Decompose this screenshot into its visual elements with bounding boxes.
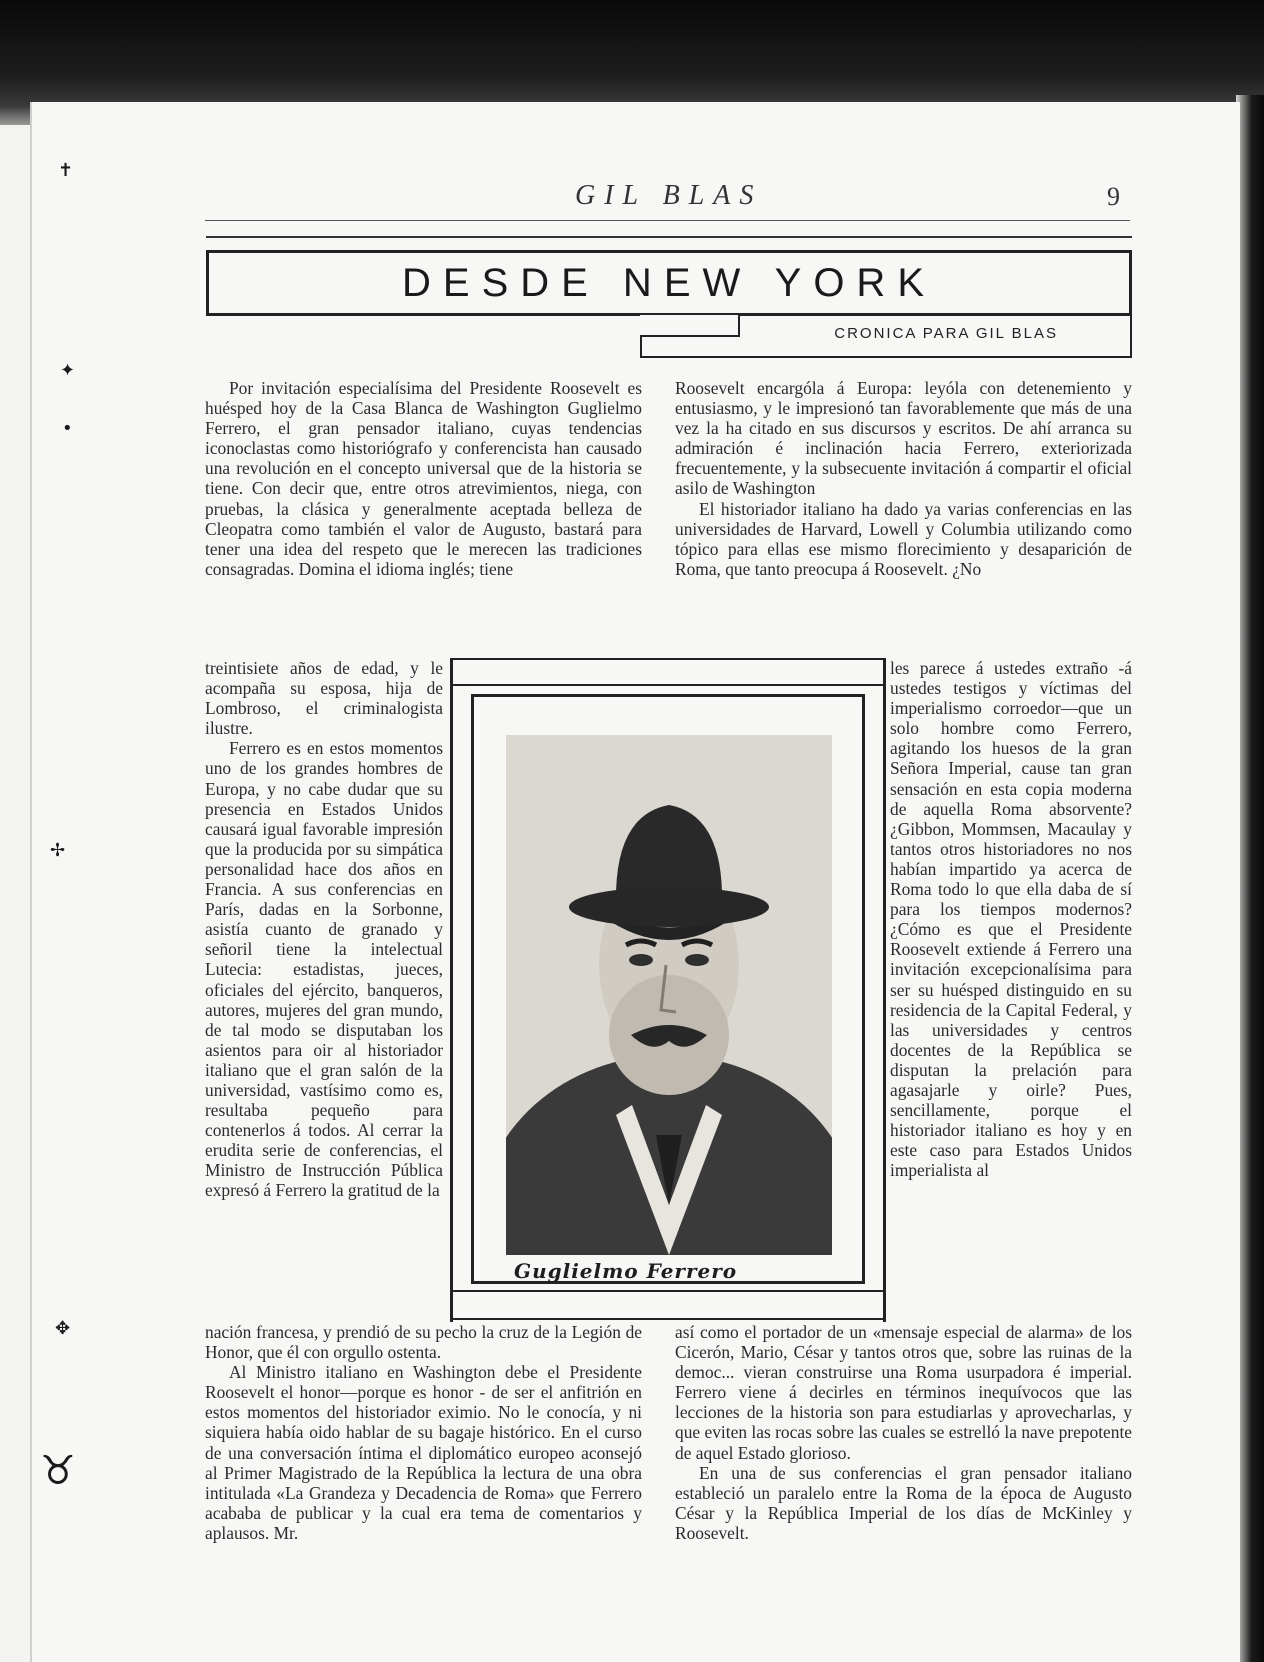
frame-rule [453, 658, 883, 660]
margin-mark: ✝ [58, 160, 74, 181]
paragraph: así como el portador de un «mensaje especial de alarma» de los Cicerón, Mario, César y tantos otros que, sobre las ruinas de la democ... vieran construirse una Roma usurpadora é imperial. Ferrero viene á decirles en términos inequívocos que las lecciones de la historia son para estudiarlas y aprovecharlas, y que eviten las rocas sobre las cuales se estrelló la nave prepotente de aquel Estado glorioso. [675, 1322, 1132, 1463]
left-column [205, 378, 642, 579]
margin-mark: • [62, 418, 73, 439]
paragraph: El historiador italiano ha dado ya varias conferencias en las universidades de Harvard, Lowell y Columbia utilizando como tópico para ellas ese mismo florecimiento y desaparición de Roma, que tanto preocupa á Roosevelt. ¿No [675, 498, 1132, 579]
right-column [675, 378, 1132, 579]
paragraph: Roosevelt encargóla á Europa: leyóla con detenemiento y entusiasmo, y le impresionó tan favorablemente que más de una vez la ha citado en sus discursos y escritos. De ahí arranca su admiración é inclinación hacia Ferrero, exteriorizada frecuentemente, y la subsecuente invitación á compartir el oficial asilo de Washington [675, 378, 1132, 499]
left-bottom-column [205, 1322, 642, 1543]
running-header [205, 180, 1130, 221]
right-bottom-column [675, 1322, 1132, 1543]
article-subtitle: CRONICA PARA GIL BLAS [834, 325, 1058, 342]
paragraph: Por invitación especialísima del Presidente Roosevelt es huésped hoy de la Casa Blanca de Washington Guglielmo Ferrero, el gran pensador italiano, cuyas tendencias iconoclastas como historiógrafo y conferencista han causado una revolución en el concepto universal que de la historia se tiene. Con decir que, entre otros atrevimientos, niega, con pruebas, la clásica y generalmente aceptada belleza de Cleopatra como también el valor de Augusto, bastará para tener una idea del respeto que le merecen las tradiciones consagradas. Domina el idioma inglés; tiene [205, 378, 642, 579]
frame-rule [453, 1290, 883, 1292]
portrait-inner-border [471, 694, 865, 1284]
article-title: DESDE NEW YORK [402, 260, 936, 305]
subtitle-notch [640, 315, 740, 337]
article-title-box [206, 250, 1132, 316]
margin-mark: ✢ [50, 840, 66, 861]
portrait-caption: Guglielmo Ferrero [514, 1259, 738, 1283]
margin-mark: ✥ [55, 1318, 71, 1339]
paragraph: En una de sus conferencias el gran pensador italiano estableció un paralelo entre la Roma de la época de Augusto César y la República Imperial de los días de McKinley y Roosevelt. [675, 1462, 1132, 1543]
paragraph: nación francesa, y prendió de su pecho la cruz de la Legión de Honor, que él con orgullo ostenta. [205, 1322, 642, 1363]
paragraph: treintisiete años de edad, y le acompaña su esposa, hija de Lombroso, el criminalogista ilustre. [205, 658, 443, 739]
journal-title: GIL BLAS [575, 180, 763, 211]
page-number: 9 [1107, 182, 1120, 211]
subtitle-box [640, 315, 1132, 358]
paragraph: Ferrero es en estos momentos uno de los grandes hombres de Europa, y no cabe dudar que su presencia en Estados Unidos causará igual favorable impresión que la producida por su simpática personalidad hace dos años en Francia. A sus conferencias en París, dadas en la Sorbonne, asistía cuanto de granado y señoril tiene la intelectual Lutecia: estadistas, jueces, oficiales del ejército, banqueros, autores, mujeres del gran mundo, de tal modo se disputaban los asientos para oir al historiador italiano que el gran salón de la universidad, vastísimo como es, resultaba pequeño para contenerlos á todos. Al cerrar la erudita serie de conferencias, el Ministro de Instrucción Pública expresó á Ferrero la gratitud de la [205, 738, 443, 1201]
paragraph: les parece á ustedes extraño -á ustedes testigos y víctimas del imperialismo corroedor—que un solo hombre como Ferrero, agitando los huesos de la gran Señora Imperial, cause tan gran sensación en esta copia moderna de aquella Roma absorvente? ¿Gibbon, Mommsen, Macaulay y tantos otros historiadores no nos habían impartido ya acerca de Roma todo lo que ella daba de sí para los tiempos modernos? ¿Cómo es que el Presidente Roosevelt extiende á Ferrero una invitación excepcionalísima para ser su huésped distinguido en su residencia de la Capital Federal, y las universidades y centros docentes de la República se disputan la prelación para agasajarle y oirle? Pues, sencillamente, porque el historiador italiano es hoy y en este caso para Estados Unidos imperialista al [890, 658, 1132, 1181]
frame-rule [453, 684, 883, 686]
portrait-photo [506, 735, 832, 1255]
scan-right-border [1236, 95, 1264, 1662]
portrait-frame [450, 658, 886, 1322]
portrait-illustration [506, 735, 832, 1255]
margin-mark: ♉ [40, 1448, 76, 1494]
margin-mark: ✦ [60, 360, 76, 381]
right-narrow-column [890, 658, 1132, 1180]
title-rule [206, 236, 1132, 238]
frame-rule [453, 1318, 883, 1320]
left-narrow-column [205, 658, 443, 1201]
paragraph: Al Ministro italiano en Washington debe el Presidente Roosevelt el honor—porque es honor - de ser el anfitrión en estos momentos del historiador eximio. No le conocía, y ni siquiera había oido hablar de su bagaje histórico. En el curso de una conversación íntima el diplomático europeo aconsejó al Primer Magistrado de la República la lectura de una obra intitulada «La Grandeza y Decadencia de Roma» que Ferrero acababa de publicar y la cual era tema de comentarios y aplausos. Mr. [205, 1362, 642, 1543]
